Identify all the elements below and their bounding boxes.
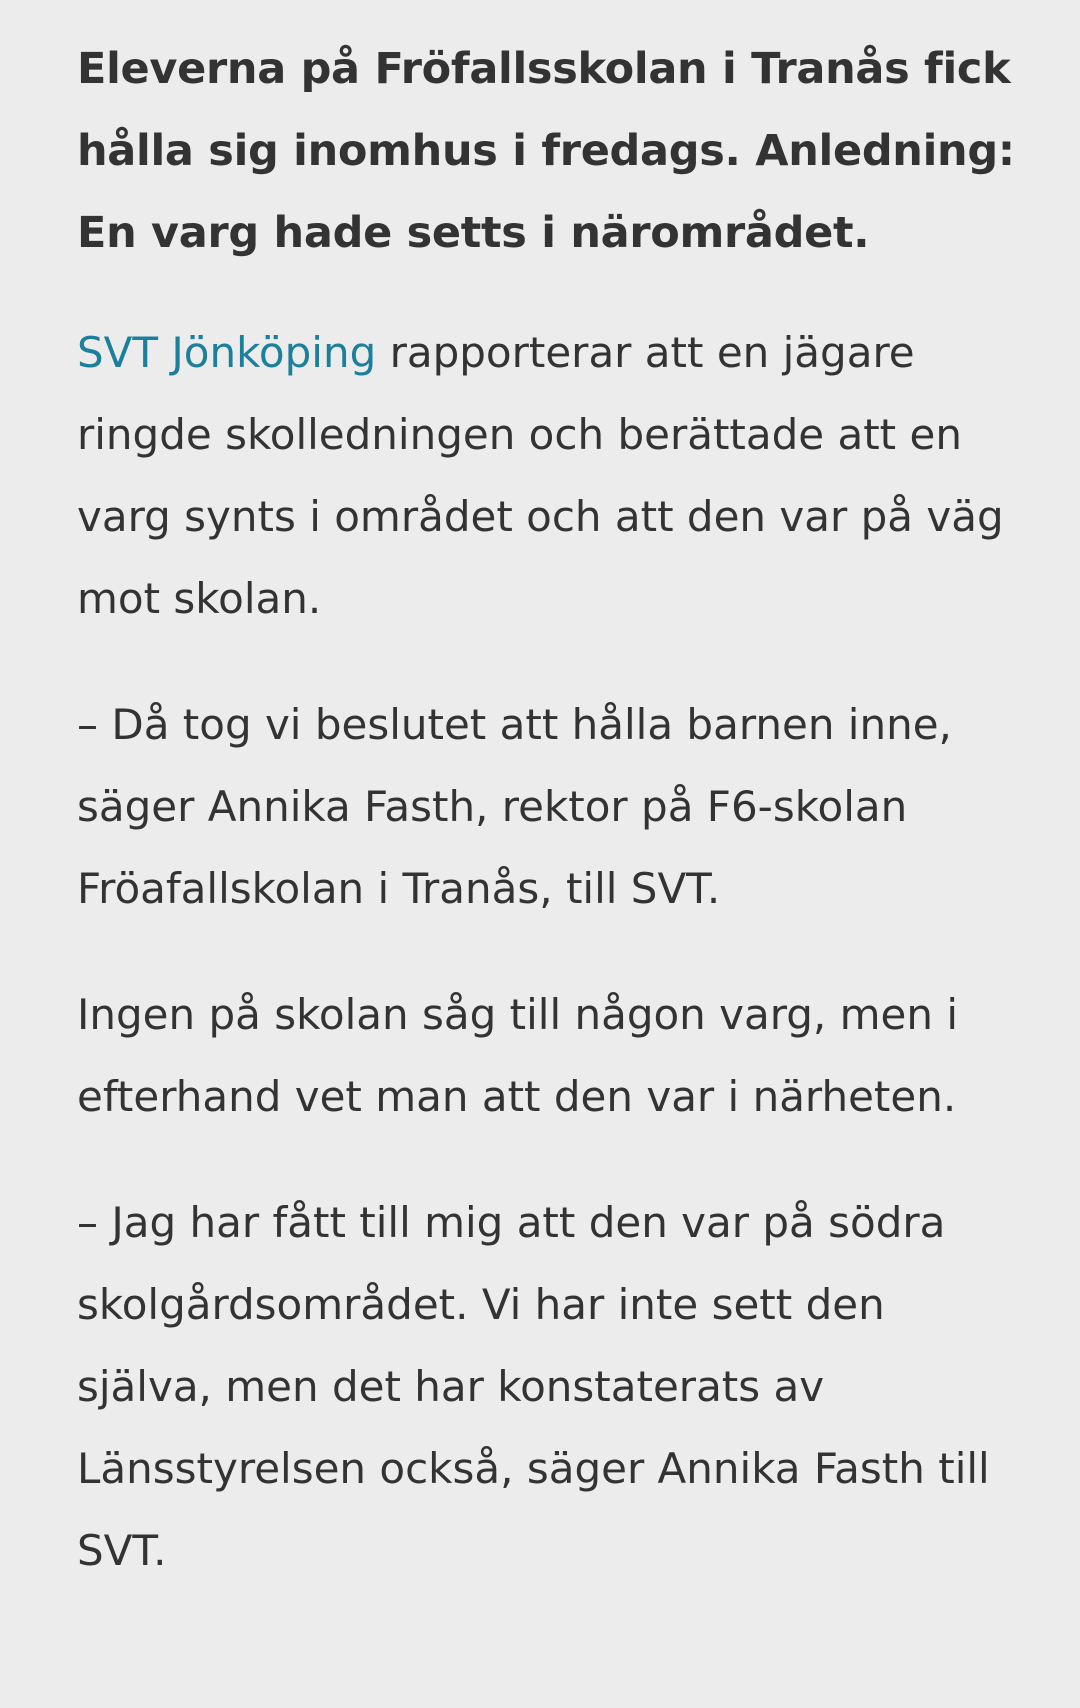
paragraph-4: – Jag har fått till mig att den var på södra skolgårdsområdet. Vi har inte sett den själva, men det har konstaterats av Länsstyrelsen också, säger Annika Fasth till SVT.: [77, 1198, 990, 1575]
svt-jonkoping-link[interactable]: SVT Jönköping: [77, 328, 377, 377]
paragraph-3: Ingen på skolan såg till någon varg, men i efterhand vet man att den var i närheten.: [77, 990, 959, 1121]
paragraph-1: [77, 312, 1017, 640]
paragraph-2: – Då tog vi beslutet att hålla barnen inne, säger Annika Fasth, rektor på F6-skolan Fröafallskolan i Tranås, till SVT.: [77, 700, 952, 913]
article-lead: Eleverna på Fröfallsskolan i Tranås fick hålla sig inomhus i fredags. Anledning: En varg hade setts i närområdet.: [77, 44, 1015, 258]
article-body: [77, 28, 1017, 1636]
paragraph-1-text: rapporterar att en jägare ringde skolledningen och berättade att en varg synts i området och att den var på väg mot skolan.: [77, 328, 1004, 623]
